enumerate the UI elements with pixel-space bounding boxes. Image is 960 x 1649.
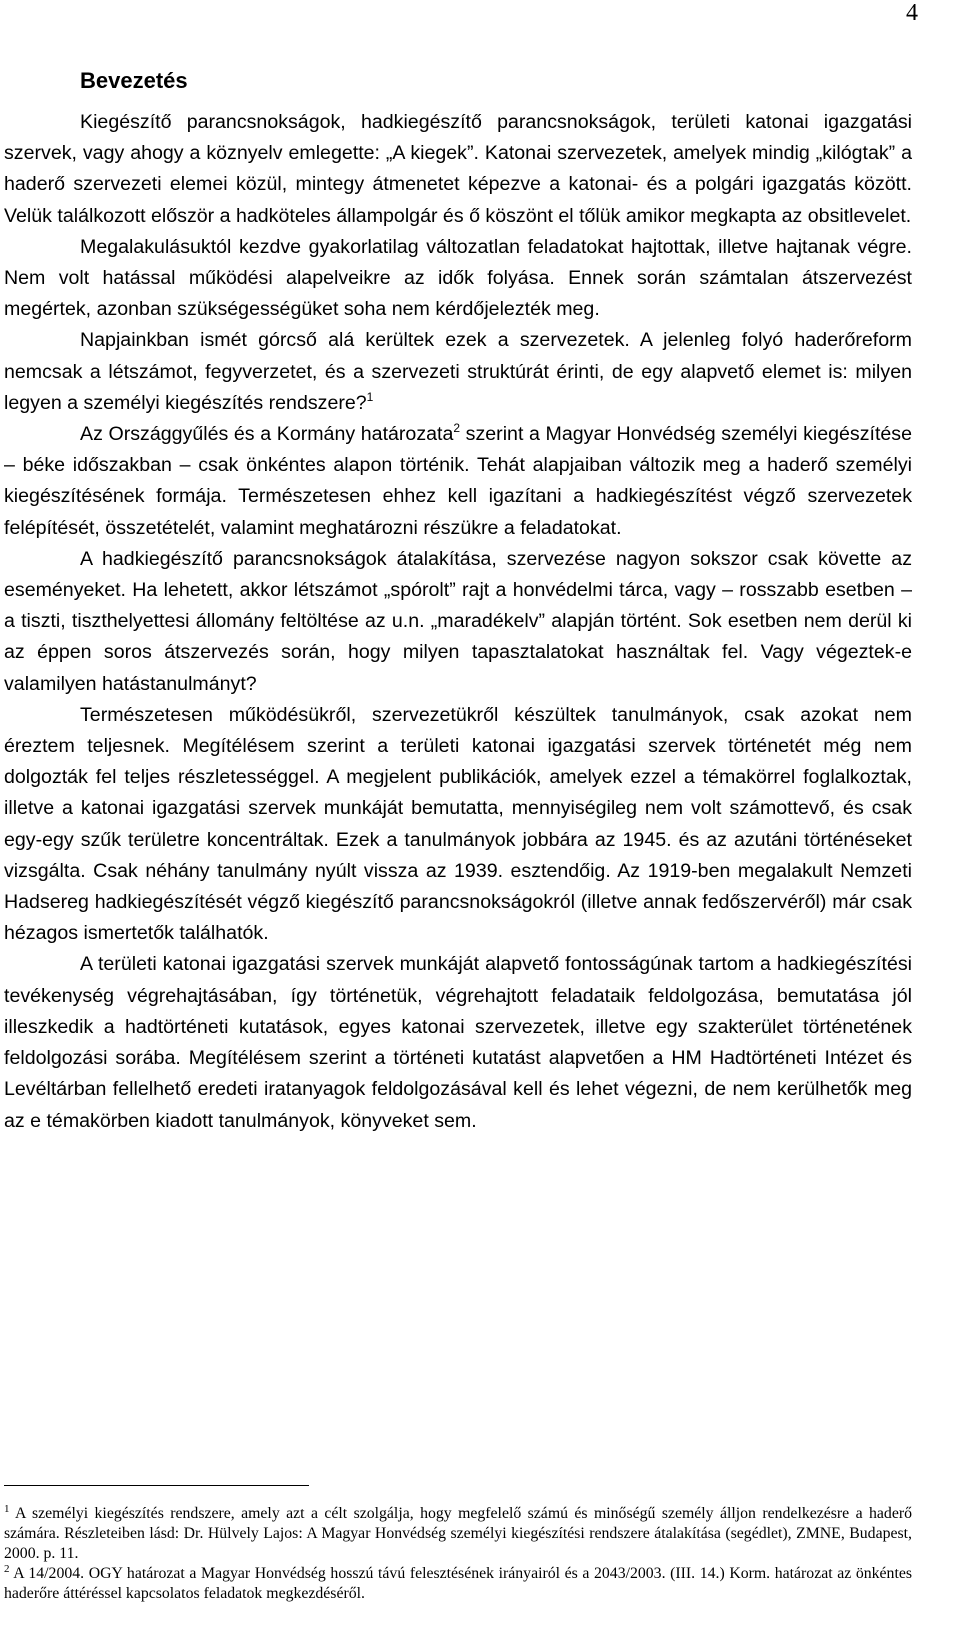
footnotes xyxy=(4,1504,912,1604)
paragraph-text: Napjainkban ismét górcső alá kerültek ezek a szervezetek. A jelenleg folyó haderőreform nemcsak a létszámot, fegyverzetet, és a szervezeti struktúrát érinti, de egy alapvető elemet is: milyen legyen a személyi kiegészítés rendszere? xyxy=(4,329,912,414)
paragraph-text: Természetesen működésükről, szervezetükről készültek tanulmányok, csak azokat nem éreztem teljesnek. Megítélésem szerint a területi katonai igazgatási szervek történetét még nem dolgozták fel teljes részletességgel. A megjelent publikációk, amelyek ezzel a témakörrel foglalkoztak, illetve a katonai igazgatási szervek munkáját bemutatta, mennyiségileg nem volt számottevő, és csak egy-egy szűk területre koncentráltak. Ezek a tanulmányok jobbára az 1945. és az azutáni történéseket vizsgálta. Csak néhány tanulmány nyúlt vissza az 1939. esztendőig. Az 1919-ben megalakult Nemzeti Hadsereg hadkiegészítését végző kiegészítő parancsnokságokról (illetve annak fedőszervéről) már csak hézagos ismertetők találhatók. xyxy=(4,703,912,945)
paragraph xyxy=(4,107,912,232)
paragraph-text: A területi katonai igazgatási szervek munkáját alapvető fontosságúnak tartom a hadkiegészítési tevékenység végrehajtásában, így történetük, végrehajtott feladataik feldolgozása, bemutatása jól illeszkedik a hadtörténeti kutatások, egyes katonai szervezetek, illetve egy szakterület történetének feldolgozási sorába. Megítélésem szerint a történeti kutatást alapvetően a HM Hadtörténeti Intézet és Levéltárban fellelhető eredeti iratanyagok feldolgozásával kell és lehet végezni, de nem kerülhetők meg az e témakörben kiadott tanulmányok, könyveket sem. xyxy=(4,953,912,1132)
footnote-marker: 2 xyxy=(4,1563,10,1575)
footnote-marker: 1 xyxy=(4,1503,10,1515)
footnote-ref[interactable]: 1 xyxy=(366,389,374,404)
paragraph-text: szerint a Magyar Honvédség személyi kiegészítése – béke időszakban – csak önkéntes alapon történik. Tehát alapjaiban változik meg a haderő személyi kiegészítésének formája. Természetesen ehhez kell igazítani a hadkiegészítést végző szervezetek felépítését, összetételét, valamint meghatározni részükre a feladatokat. xyxy=(4,423,913,539)
paragraph-text: Kiegészítő parancsnokságok, hadkiegészítő parancsnokságok, területi katonai igazgatási szervek, vagy ahogy a köznyelv emlegette: „A kiegek”. Katonai szervezetek, amelyek mindig „kilógtak” a haderő szervezeti elemei közül, mintegy átmenetet képezve a katonai- és a polgári igazgatás között. Velük találkozott először a hadköteles állampolgár és ő köszönt el tőlük amikor megkapta az obsitlevelet. xyxy=(4,111,912,227)
page-number: 4 xyxy=(906,0,918,26)
body-text xyxy=(4,107,912,1137)
paragraph xyxy=(4,544,912,700)
paragraph-text: Megalakulásuktól kezdve gyakorlatilag változatlan feladatokat hajtottak, illetve hajtanak végre. Nem volt hatással működési alapelveikre az idők folyása. Ennek során számtalan átszervezést megértek, azonban szükségességüket soha nem kérdőjelezték meg. xyxy=(4,235,912,321)
footnote-separator xyxy=(4,1485,309,1486)
section-heading: Bevezetés xyxy=(80,68,188,93)
paragraph-text: A hadkiegészítő parancsnokságok átalakítása, szervezése nagyon sokszor csak követte az eseményeket. Ha lehetett, akkor létszámot „spórolt” rajt a honvédelmi tárca, vagy – rosszabb esetben – a tiszti, tiszthelyettesi állomány feltöltése az u.n. „maradékelv” alapján történt. Sok esetben nem derül ki az éppen soros átszervezés során, hogy milyen tapasztalatokat használtak fel. Vagy végeztek-e valamilyen hatástanulmányt? xyxy=(4,547,912,695)
footnote-text: A személyi kiegészítés rendszere, amely azt a célt szolgálja, hogy megfelelő számú és minőségű személy álljon rendelkezésre a haderő számára. Részleteiben lásd: Dr. Hülvely Lajos: A Magyar Honvédség személyi kiegészítési rendszere átalakítása (segédlet), ZMNE, Budapest, 2000. p. 11. xyxy=(4,1505,912,1562)
footnote-text: A 14/2004. OGY határozat a Magyar Honvédség hosszú távú felesztésének irányairól és a 2043/2003. (III. 14.) Korm. határozat az önkéntes haderőre áttéréssel kapcsolatos feladatok megkezdéséről. xyxy=(4,1565,912,1602)
footnote xyxy=(4,1504,912,1564)
paragraph xyxy=(4,949,912,1136)
paragraph xyxy=(4,232,912,326)
paragraph xyxy=(4,700,912,950)
footnote-ref[interactable]: 2 xyxy=(453,421,461,436)
footnote xyxy=(4,1564,912,1604)
paragraph xyxy=(4,419,912,544)
paragraph xyxy=(4,325,912,419)
paragraph-text: Az Országgyűlés és a Kormány határozata xyxy=(80,423,454,446)
